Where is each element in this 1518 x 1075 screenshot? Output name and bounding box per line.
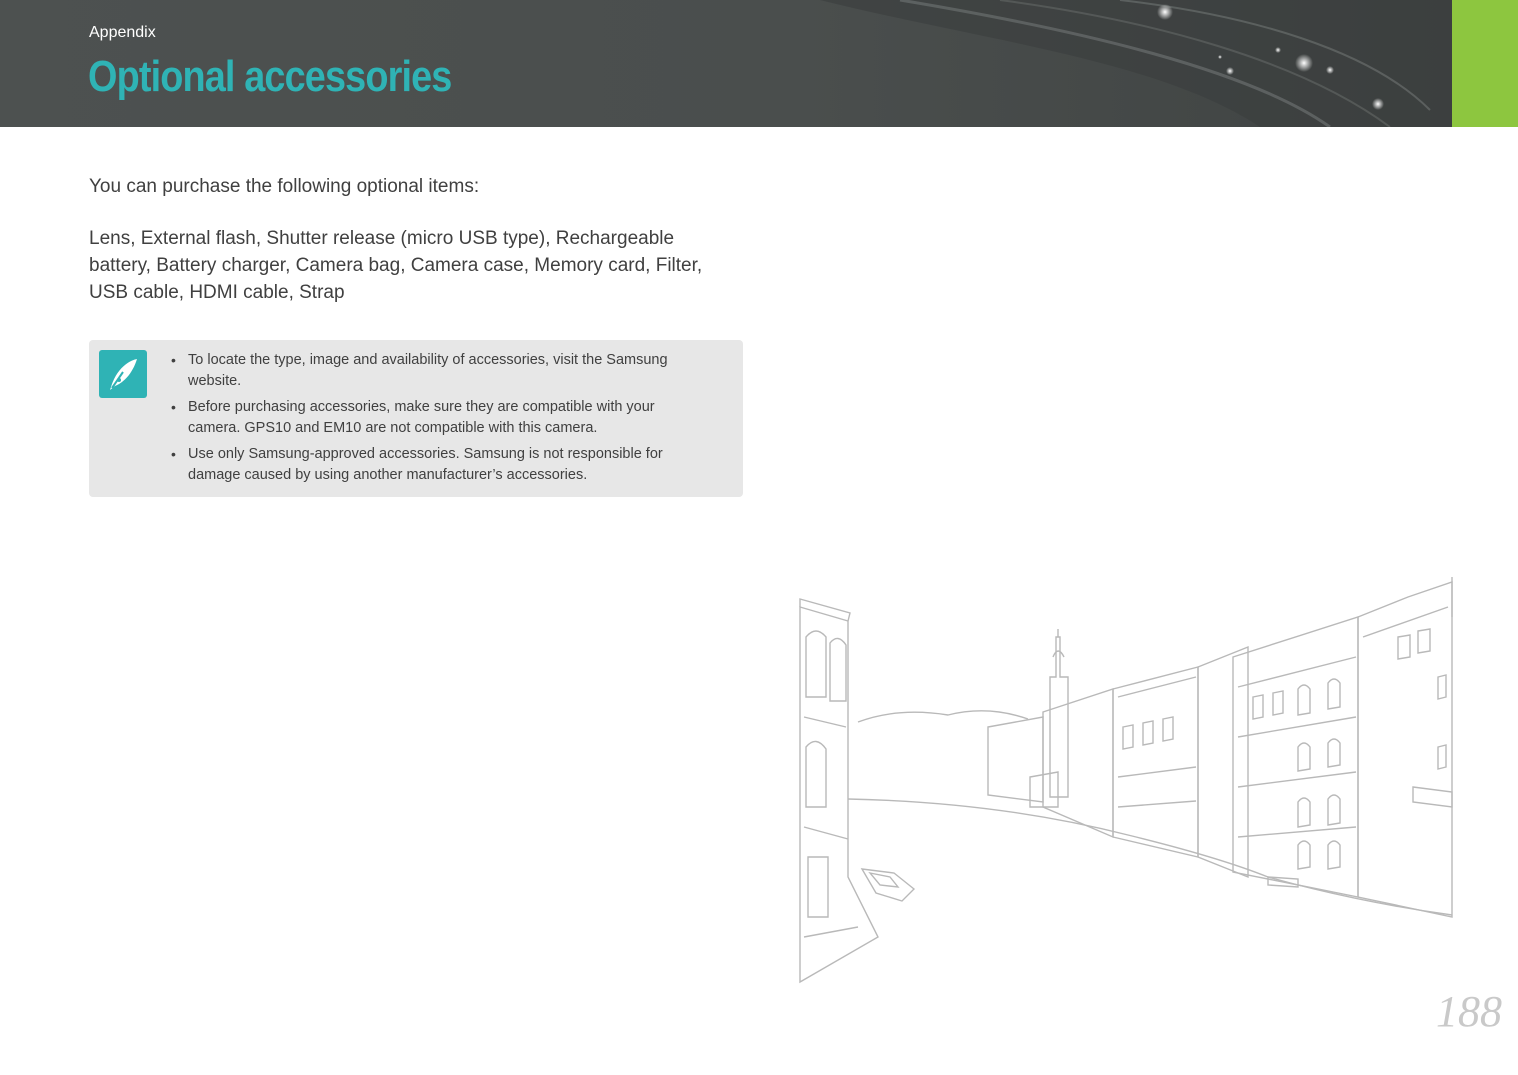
note-item-text: Use only Samsung-approved accessories. Samsung is not responsible for damage caused by using another manufacturer’s accessories.: [188, 446, 663, 483]
note-item-text: To locate the type, image and availability of accessories, visit the Samsung website.: [188, 352, 668, 389]
bullet-icon: •: [171, 446, 176, 462]
bullet-icon: •: [171, 399, 176, 415]
pen-note-icon: [99, 350, 147, 398]
note-list: [171, 350, 711, 491]
bullet-icon: •: [171, 352, 176, 368]
section-label: Appendix: [89, 24, 156, 41]
page-title: Optional accessories: [88, 52, 452, 101]
canal-cityscape-illustration: [798, 577, 1454, 985]
chapter-tab: [1452, 0, 1518, 127]
note-item: [171, 444, 711, 486]
note-item-text: Before purchasing accessories, make sure they are compatible with your camera. GPS10 and EM10 are not compatible with this camera.: [188, 399, 655, 436]
page-number: 188: [1436, 987, 1502, 1036]
note-box: [89, 340, 743, 497]
page-header: [0, 0, 1452, 127]
intro-text: You can purchase the following optional items:: [89, 176, 480, 197]
accessory-list-text: Lens, External flash, Shutter release (micro USB type), Rechargeable battery, Battery charger, Camera bag, Camera case, Memory card, Filter, USB cable, HDMI cable, Strap: [89, 228, 703, 303]
note-item: [171, 397, 711, 439]
note-item: [171, 350, 711, 392]
